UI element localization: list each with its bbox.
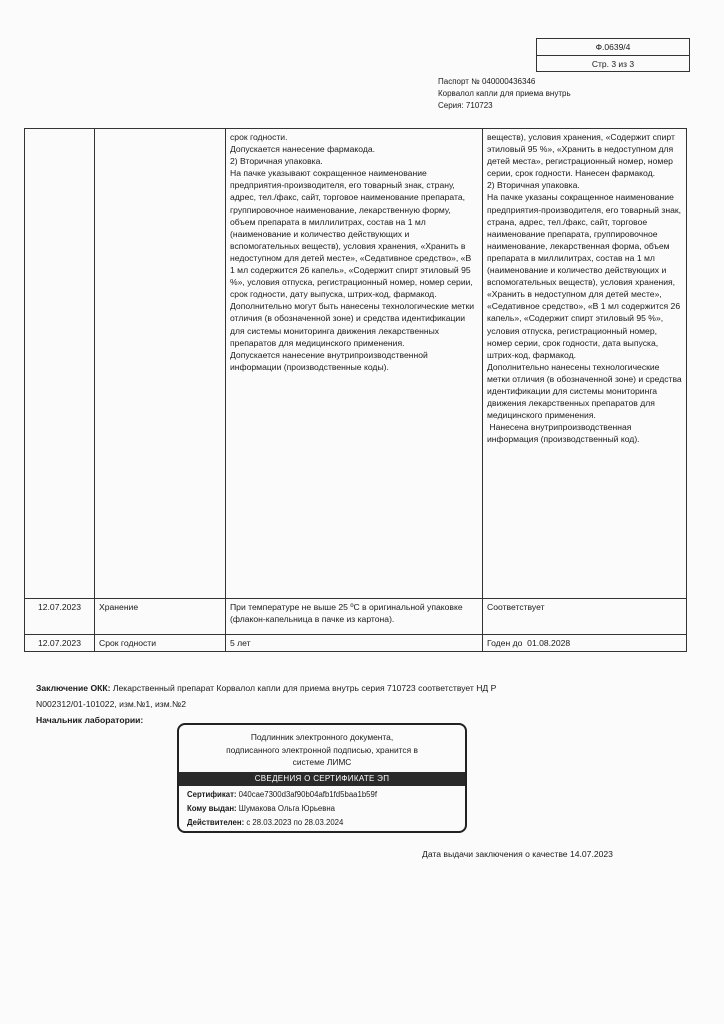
- passport-header: [438, 76, 571, 112]
- cert-label: Сертификат:: [187, 789, 237, 799]
- indicator-cell: Срок годности: [95, 635, 226, 652]
- owner-label: Кому выдан:: [187, 803, 237, 813]
- stamp-line: системе ЛИМС: [292, 757, 352, 767]
- certificate-details: [179, 786, 465, 832]
- stamp-line: подписанного электронной подписью, хранится в: [226, 744, 418, 755]
- cert-value: 040cae7300d3af90b04afb1fd5baa1b59f: [236, 789, 377, 799]
- date-cell: 12.07.2023: [25, 599, 95, 635]
- indicator-cell: [95, 129, 226, 599]
- stamp-line: Подлинник электронного документа,: [250, 732, 394, 742]
- electronic-signature-stamp: [177, 723, 467, 833]
- owner-value: Шумакова Ольга Юрьевна: [236, 803, 336, 813]
- result-cell: веществ), условия хранения, «Содержит спирт этиловый 95 %», «Хранить в недоступном для детей места», регистрационный номер, номер серии, срок годности. Нанесен фармакод. 2) Вторичная упаковка. На пачке указаны сокращенное наименование предприятия-производителя, его товарный знак, страна, адрес, тел./факс, сайт, торговое наименование препарата, группировочное наименование, лекарственная форма, объем препарата в миллилитрах, состав на 1 мл (наименование и количество действующих и вспомогательных веществ), условия хранения, «Хранить в недоступном для детей месте», «Седативное средство», «В 1 мл содержится 26 капель», «Содержит спирт этиловый 95 %», условия отпуска, регистрационный номер, номер серии, срок годности, дата выпуска, штрих-код, фармакод. Дополнительно нанесены технологические метки отличия (в обозначенной зоне) и средства идентификации для системы мониторинга движения лекарственных препаратов для медицинского применения. Нанесена внутрипроизводственная информация (производственный код).: [483, 129, 687, 599]
- conclusion-text: Лекарственный препарат Корвалол капли для приема внутрь серия 710723 соответствует НД Р N002312/01-101022, изм.№1, изм.№2: [36, 683, 497, 709]
- product-name: Корвалол капли для приема внутрь: [438, 89, 571, 98]
- certificate-header: СВЕДЕНИЯ О СЕРТИФИКАТЕ ЭП: [179, 772, 465, 786]
- form-code-box: [536, 38, 690, 72]
- table-row: [25, 129, 687, 599]
- issue-date: Дата выдачи заключения о качестве 14.07.2023: [422, 849, 613, 859]
- requirement-cell: При температуре не выше 25 ºС в оригинальной упаковке (флакон-капельница в пачке из картона).: [226, 599, 483, 635]
- result-cell: Годен до 01.08.2028: [483, 635, 687, 652]
- result-cell: Соответствует: [483, 599, 687, 635]
- table-row: [25, 635, 687, 652]
- date-cell: [25, 129, 95, 599]
- page-number: Стр. 3 из 3: [537, 55, 689, 72]
- validity-row: [187, 816, 457, 830]
- form-code: Ф.0639/4: [595, 42, 631, 52]
- valid-label: Действителен:: [187, 817, 245, 827]
- date-cell: 12.07.2023: [25, 635, 95, 652]
- lab-head-label: Начальник лаборатории:: [36, 715, 144, 725]
- requirement-cell: срок годности. Допускается нанесение фармакода. 2) Вторичная упаковка. На пачке указывают сокращенное наименование предприятия-производителя, его товарный знак, страну, адрес, тел./факс, сайт, торговое наименование препарата, группировочное наименование, лекарственную форму, объем препарата в миллилитрах, состав на 1 мл (наименование и количество действующих и вспомогательных веществ), условия хранения, «Хранить в недоступном для детей месте», «Седативное средство», «В 1 мл содержится 26 капель», «Содержит спирт этиловый 95 %», условия отпуска, регистрационный номер, номер серии, срок годности, дату выпуска, штрих-код, фармакод. Дополнительно могут быть нанесены технологические метки отличия (в обозначенной зоне) и средства идентификации для системы мониторинга движения лекарственных препаратов для медицинского применения. Допускается нанесение внутрипроизводственной информации (производственные коды).: [226, 129, 483, 599]
- passport-number: Паспорт № 040000436346: [438, 77, 536, 86]
- conclusion-label: Заключение ОКК:: [36, 683, 111, 693]
- series: Серия: 710723: [438, 101, 493, 110]
- valid-value: с 28.03.2023 по 28.03.2024: [244, 817, 344, 827]
- certificate-row: [187, 788, 457, 802]
- indicator-cell: Хранение: [95, 599, 226, 635]
- conclusion: [36, 680, 536, 728]
- stamp-notice: [179, 725, 465, 769]
- quality-table: [24, 128, 687, 652]
- owner-row: [187, 802, 457, 816]
- table-row: [25, 599, 687, 635]
- requirement-cell: 5 лет: [226, 635, 483, 652]
- conclusion-line: [36, 680, 536, 712]
